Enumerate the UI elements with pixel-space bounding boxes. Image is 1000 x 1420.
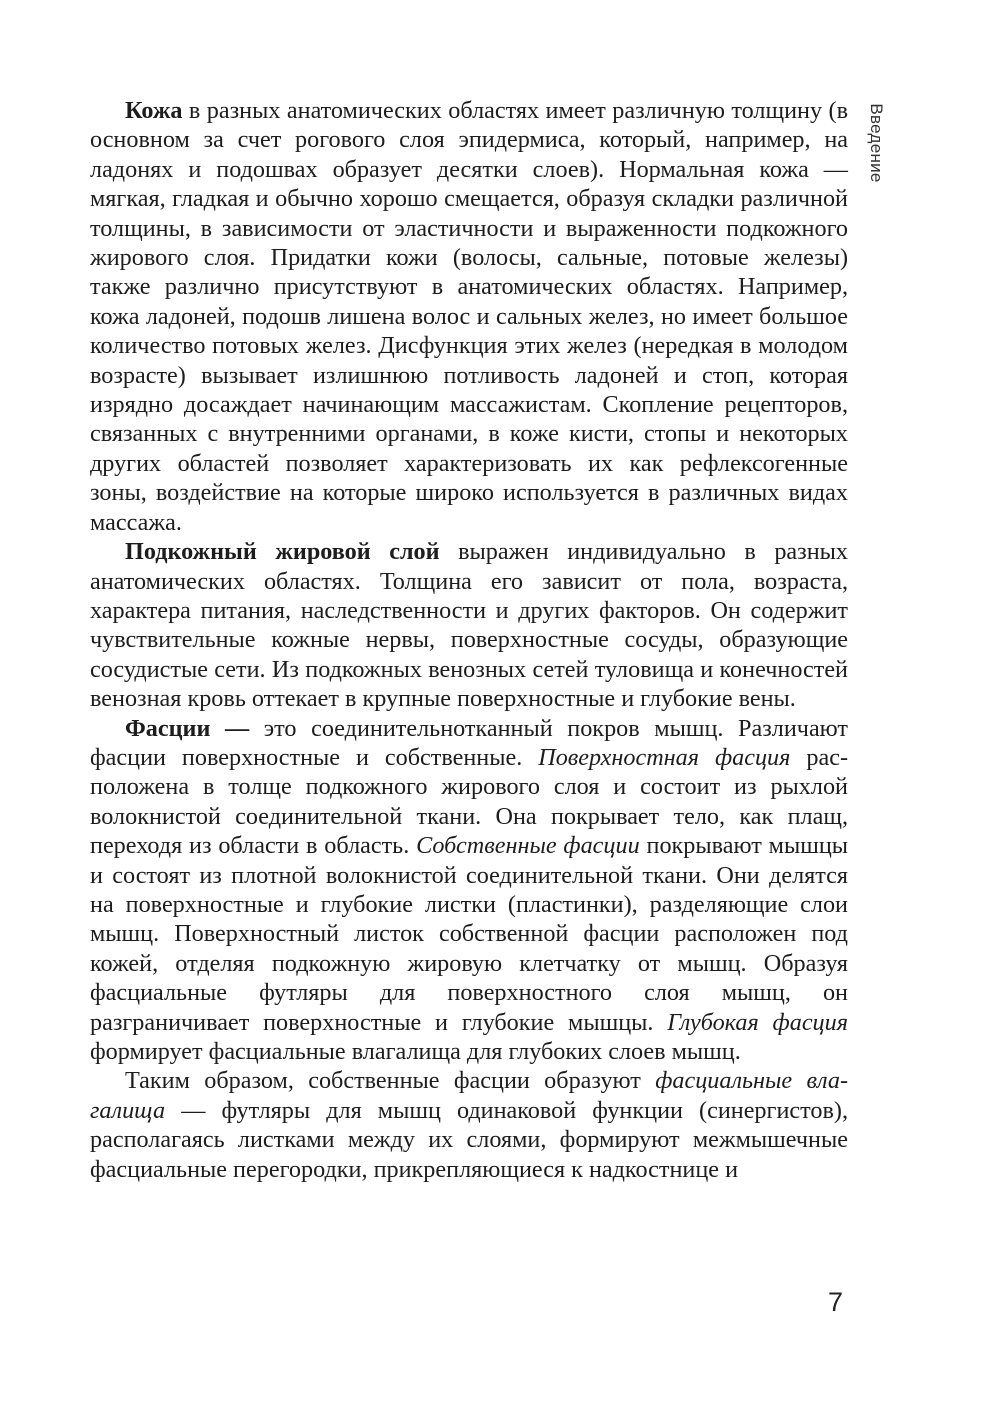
term-superficial-fascia: Поверхностная фасция [538, 743, 791, 771]
paragraph-subcutaneous-fat [90, 537, 848, 713]
paragraph-skin-text: в разных анатомических областях имеет различную толщину (в основном за счет рогового слоя эпидермиса, который, например, на ладонях и подошвах образует десятки слоев). Нормальная кожа — мягкая, гладкая и обычно хорошо смещается, образуя складки различной толщины, в зависимости от эластичности и выраженности подкожного жирового слоя. Придатки кожи (волосы, сальные, потовые железы) также различно присутствуют в анатомических областях. Например, кожа ладоней, подошв лишена волос и сальных желез, но имеет большое количество потовых желез. Дисфункция этих желез (нередкая в молодом возрасте) вызывает излишнюю потливость ладоней и стоп, которая изрядно досаждает начинающим массажистам. Скопление рецепторов, связанных с внутренними органами, в коже кисти, стопы и некоторых других областей позволяет характеризовать их как рефлексогенные зоны, воздействие на которые широко используется в различных видах массажа. [90, 97, 848, 536]
paragraph-fascia-text-1: это соединительнотканный покров мышц. Различают фасции поверхностные и собственные. [90, 714, 848, 771]
term-deep-fascia: Глубокая фасция [667, 1008, 848, 1036]
paragraph-fascial-sheaths-text-1: Таким образом, собственные фасции образуют [125, 1067, 656, 1095]
term-skin: Кожа [125, 97, 183, 124]
paragraph-fascia-text-3: покрывают мышцы и состоят из плотной волокнистой соединительной ткани. Они делятся на поверхностные и глубокие листки (пластинки), разделяющие слои мышц. Поверхностный листок собственной фасции расположен под кожей, отделяя подкожную жировую клетчатку от мышц. Образуя фасциальные футляры для поверхностного слоя мышц, он разграничивает поверхностные и глубокие мышцы. [90, 832, 849, 1036]
paragraph-fascia [90, 714, 848, 1067]
paragraph-subcutaneous-fat-text: выражен индивидуально в разных анатомических областях. Толщина его зависит от пола, возраста, характера питания, наследственности и других факторов. Он содержит чувствительные кожные нервы, поверхностные сосуды, образующие сосудистые сети. Из подкожных венозных сетей туловища и конечностей венозная кровь оттекает в крупные поверхностные и глубокие вены. [90, 538, 848, 713]
term-fascia: Фасции — [125, 714, 250, 742]
section-tab-label: Введение [867, 103, 886, 183]
paragraph-skin [90, 96, 848, 537]
page-number: 7 [828, 1287, 844, 1317]
body-text [90, 96, 848, 1184]
term-subcutaneous-fat: Подкожный жировой слой [125, 538, 440, 566]
paragraph-fascia-text-2: расположена в толще подкожного жирового слоя и состоит из рыхлой волокнистой соединительной ткани. Она покрывает тело, как плащ, переходя из области в область. [90, 743, 848, 860]
term-fascial-sheaths: фасциальные влагалища [90, 1067, 848, 1124]
paragraph-fascia-text-4: формирует фасциальные влагалища для глубоких слоев мышц. [90, 1038, 741, 1065]
paragraph-fascial-sheaths-text-2: — футляры для мышц одинаковой функции (синергистов), располагаясь листками между их слоями, формируют межмышечные фасциальные перегородки, прикрепляющиеся к надкостнице и [90, 1096, 848, 1183]
section-tab [864, 98, 888, 188]
term-proper-fascia: Собственные фасции [416, 832, 640, 860]
paragraph-fascial-sheaths [90, 1066, 848, 1184]
